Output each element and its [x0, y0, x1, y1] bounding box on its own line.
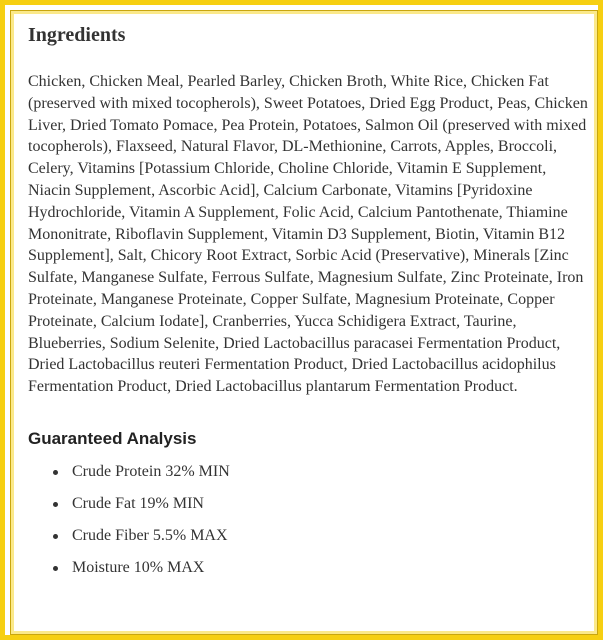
- analysis-item-text: Crude Fiber 5.5% MAX: [72, 526, 228, 544]
- analysis-item-text: Crude Fat 19% MIN: [72, 494, 204, 512]
- ingredients-text: Chicken, Chicken Meal, Pearled Barley, Chicken Broth, White Rice, Chicken Fat (preserved with mixed tocopherols), Sweet Potatoes, Dried Egg Product, Peas, Chicken Liver, Dried Tomato Pomace, Pea Protein, Potatoes, Salmon Oil (preserved with mixed tocopherols), Flaxseed, Natural Flavor, DL-Methionine, Carrots, Apples, Broccoli, Celery, Vitamins [Potassium Chloride, Choline Chloride, Vitamin E Supplement, Niacin Supplement, Ascorbic Acid], Calcium Carbonate, Vitamins [Pyridoxine Hydrochloride, Vitamin A Supplement, Folic Acid, Calcium Pantothenate, Thiamine Mononitrate, Riboflavin Supplement, Vitamin D3 Supplement, Biotin, Vitamin B12 Supplement], Salt, Chicory Root Extract, Sorbic Acid (Preservative), Minerals [Zinc Sulfate, Manganese Sulfate, Ferrous Sulfate, Magnesium Sulfate, Zinc Proteinate, Iron Proteinate, Manganese Proteinate, Copper Sulfate, Magnesium Proteinate, Copper Proteinate, Calcium Iodate], Cranberries, Yucca Schidigera Extract, Taurine, Blueberries, Sodium Selenite, Dried Lactobacillus paracasei Fermentation Product, Dried Lactobacillus reuteri Fermentation Product, Dried Lactobacillus acidophilus Fermentation Product, Dried Lactobacillus plantarum Fermentation Product.: [28, 73, 588, 396]
- bullet-icon: [53, 534, 58, 539]
- analysis-item-text: Moisture 10% MAX: [72, 558, 205, 576]
- ingredients-heading: Ingredients: [28, 24, 126, 46]
- list-item: [28, 461, 588, 493]
- bullet-icon: [53, 502, 58, 507]
- bullet-icon: [53, 470, 58, 475]
- guaranteed-analysis-list: [28, 461, 588, 589]
- list-item: [28, 493, 588, 525]
- list-item: [28, 557, 588, 589]
- guaranteed-analysis-heading: Guaranteed Analysis: [28, 428, 197, 448]
- panel-content: [28, 22, 588, 589]
- list-item: [28, 525, 588, 557]
- bullet-icon: [53, 566, 58, 571]
- analysis-item-text: Crude Protein 32% MIN: [72, 462, 230, 480]
- panel-inner: [10, 10, 598, 635]
